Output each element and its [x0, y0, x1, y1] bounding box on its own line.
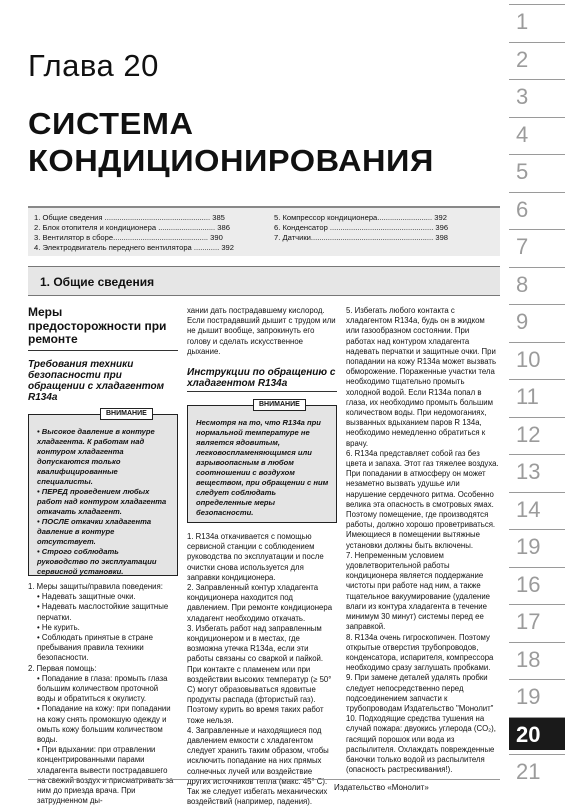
chapter-tab-16[interactable]: 16	[509, 567, 565, 600]
list-item: • Попадание в глаза: промыть глаза большим количеством проточной воды и обратиться к окулисту.	[37, 673, 168, 704]
chapter-tab-7[interactable]: 7	[509, 229, 565, 262]
chapter-tab-19[interactable]: 19	[509, 679, 565, 712]
page-title-line-1: СИСТЕМА	[28, 106, 194, 141]
toc-item[interactable]: 1. Общие сведения .................................................. 385	[34, 213, 225, 222]
chapter-tab-12[interactable]: 12	[509, 417, 565, 450]
column-1	[28, 306, 178, 403]
table-of-contents	[28, 206, 500, 256]
col1-heading: Меры предосторожности при ремонте	[28, 306, 178, 351]
chapter-tab-20[interactable]: 20	[509, 717, 565, 750]
warning-label: ВНИМАНИЕ	[253, 399, 306, 411]
chapter-tab-5[interactable]: 5	[509, 154, 565, 187]
chapter-tab-strip	[509, 0, 565, 800]
warning-text: Несмотря на то, что R134a при нормальной температуре не является ядовитым, легковоспламеняющимся или взрывоопасным в любом соотношении с воздухом веществом, при обращении с ним следует соблюдать определенные меры безопасности.	[196, 418, 329, 517]
chapter-tab-8[interactable]: 8	[509, 267, 565, 300]
warning-item: • ПОСЛЕ откачки хладагента давление в контуре отсутствует.	[37, 517, 152, 546]
column-2-list	[187, 532, 337, 807]
warning-box	[28, 414, 178, 576]
list-item: 4. Заправленные и находящиеся под давлением емкости с хладагентом следует хранить таким образом, чтобы исключить попадание на них прямых солнечных лучей или воздействие других источников тепла (макс. 45° C). Так же следует избегать механических воздействий (например, падения).	[187, 725, 329, 807]
chapter-tab-4[interactable]: 4	[509, 117, 565, 150]
list-item: 2. Заправленный контур хладагента кондиционера находится под давлением. При ремонте кондиционера хладагент необходимо откачать.	[187, 583, 333, 623]
footer-rule	[28, 779, 500, 780]
list-item: 10. Подходящие средства тушения на случай пожара: двуокись углерода (CO₂), гасящий порошок или вода из распылителя. Охлаждать поврежденные баночки только водой из распылителя (опасность растрескивания!).	[346, 714, 496, 775]
list-item: 3. Избегать работ над заправленным кондиционером и в местах, где возможна утечка R134a, если эти работы связаны со сваркой и пайкой. При контакте с пламенем или при воздействии высоких температур (≥ 50° C) могут образовываться ядовитые продукты распада (фтористый газ). Поэтому курить во время таких работ тоже нельзя.	[187, 623, 332, 725]
chapter-tab-1[interactable]: 1	[509, 4, 565, 37]
chapter-tab-17[interactable]: 17	[509, 604, 565, 637]
chapter-tab-9[interactable]: 9	[509, 304, 565, 337]
list-item: • Не курить.	[37, 622, 80, 632]
chapter-tab-2[interactable]: 2	[509, 42, 565, 75]
list-item: 6. R134a представляет собой газ без цвета и запаха. Этот газ тяжелее воздуха. При попадании в атмосферу он может незаметно вызвать удушье или нарушение сердечного ритма. Особенно велика эта опасность в смотровых ямах. Поэтому помещение, где производятся работы, должно хорошо проветриваться. Имеющиеся в помещении вытяжные установки должны быть включены.	[346, 448, 499, 550]
chapter-tab-13[interactable]: 13	[509, 454, 565, 487]
toc-item[interactable]: 5. Компрессор кондиционера.......................... 392	[274, 213, 447, 222]
list-item: • Надевать маслостойкие защитные перчатки.	[37, 602, 169, 622]
warning-box	[187, 405, 337, 523]
list-item: 2. Первая помощь:	[28, 663, 97, 673]
chapter-tab-11[interactable]: 11	[509, 379, 565, 412]
page-title-line-2: КОНДИЦИОНИРОВАНИЯ	[28, 143, 434, 178]
column-1-list	[28, 582, 178, 806]
list-item: • Надевать защитные очки.	[37, 592, 136, 602]
list-item: • Попадание на кожу: при попадании на кожу снять промокшую одежду и омыть кожу большим количеством воды.	[37, 704, 171, 745]
warning-item: • Высокое давление в контуре хладагента. К работам над контуром хладагента допускаются только квалифицированные специалисты.	[37, 427, 155, 486]
chapter-tab-10[interactable]: 10	[509, 342, 565, 375]
column-3	[346, 306, 500, 775]
col1-subheading: Требования техники безопасности при обращении с хладагентом R134a	[28, 358, 165, 404]
chapter-tab-21[interactable]: 21	[509, 754, 565, 787]
footer-publisher: Издательство «Монолит»	[334, 783, 429, 792]
warning-label: ВНИМАНИЕ	[100, 408, 153, 420]
toc-item[interactable]: 7. Датчики.......................................................... 398	[274, 233, 449, 242]
chapter-tab-3[interactable]: 3	[509, 79, 565, 112]
chapter-tab-19[interactable]: 19	[509, 529, 565, 562]
paragraph: хании дать пострадавшему кислород. Если пострадавший дышит с трудом или не дышит вообще, запрокинуть его голову и сделать искусственное дыхание.	[187, 306, 336, 356]
chapter-tab-14[interactable]: 14	[509, 492, 565, 525]
chapter-label: Глава 20	[28, 48, 159, 83]
list-item: 9. При замене деталей удалять пробки следует непосредственно перед подсоединением запчасти к трубопроводам Издательство "Монолит"	[346, 673, 494, 713]
warning-item: • ПЕРЕД проведением любых работ над контуром хладагента откачать хладагент.	[37, 487, 167, 516]
list-item: 1. R134a откачивается с помощью сервисной станции с соблюдением руководства по эксплуатации и после очистки снова используется для заправки кондиционера.	[187, 532, 324, 582]
toc-item[interactable]: 3. Вентилятор в сборе............................................. 390	[34, 233, 223, 242]
col2-subheading: Инструкции по обращению с хладагентом R134a	[187, 367, 337, 392]
list-item: • При вдыхании: при отравлении концентрированными парами хладагента вывести пострадавшего на свежий воздух и присматривать за ним до приезда врача. При затрудненном ды-	[37, 745, 174, 806]
section-title: 1. Общие сведения	[40, 275, 155, 289]
list-item: 7. Непременным условием удовлетворительной работы кондиционера является поддержание чистоты при работе над ним, а также тщательное вакуумирование (удаление влаги из контура хладагента в течение минимум 30 минут) системы перед ее заправкой.	[346, 550, 491, 632]
toc-item[interactable]: 2. Блок отопителя и кондиционера ........................... 386	[34, 223, 230, 232]
list-item: 5. Избегать любого контакта с хладагентом R134a, будь он в жидком или газообразном состоянии. При работах над контуром хладагента надевать перчатки и защитные очки. При попадании на кожу R134a может вызвать обморожение. Пораженные участки тела необходимо тщательно промыть холодной водой. Если R134a попал в глаза, их необходимо промыть большим количеством воды. При недомоганиях, вызванных вдыханием паров R 134a, необходимо немедленно обратиться к врачу.	[346, 306, 497, 448]
toc-item[interactable]: 6. Конденсатор ................................................. 396	[274, 223, 449, 232]
list-item: 8. R134a очень гигроскопичен. Поэтому открытые отверстия трубопроводов, конденсатора, испарителя, компрессора необходимо сразу заглушать пробками.	[346, 632, 494, 673]
toc-item[interactable]: 4. Электродвигатель переднего вентилятора ............ 392	[34, 243, 234, 252]
list-item: 1. Меры защиты/правила поведения:	[28, 582, 163, 591]
list-item: • Соблюдать принятые в стране пребывания правила техники безопасности.	[37, 633, 153, 663]
column-2	[187, 306, 337, 392]
warning-item: • Строго соблюдать руководство по эксплуатации сервисной установки.	[37, 547, 157, 576]
chapter-tab-18[interactable]: 18	[509, 642, 565, 675]
chapter-tab-6[interactable]: 6	[509, 192, 565, 225]
